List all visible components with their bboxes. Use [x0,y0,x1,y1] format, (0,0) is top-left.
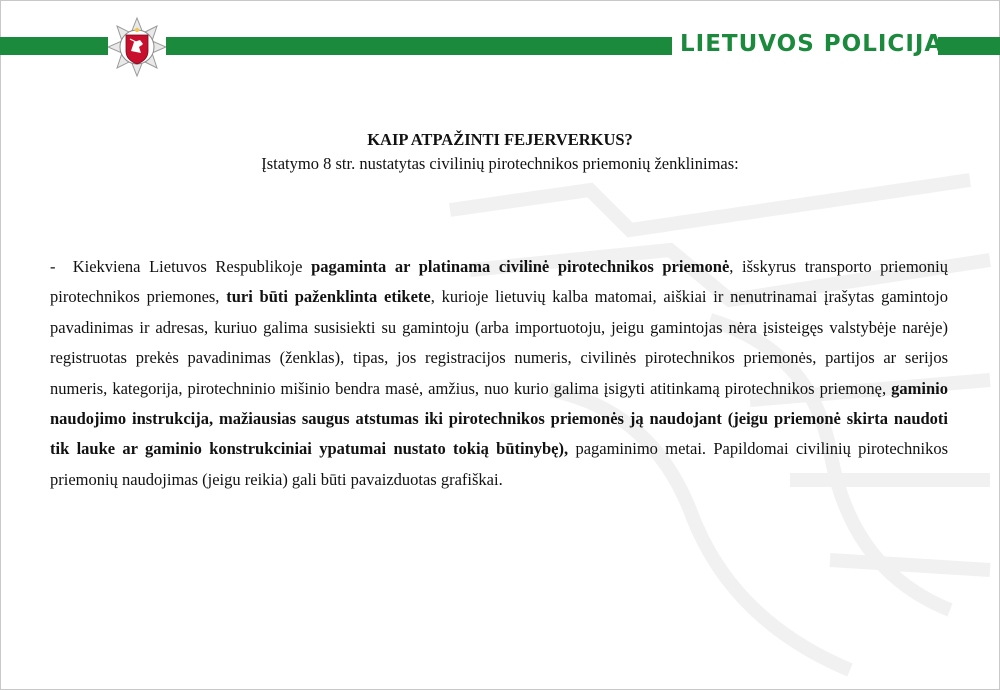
green-stripe-left [0,37,108,55]
document-title: KAIP ATPAŽINTI FEJERVERKUS? [367,130,633,149]
paragraph-segment: pagaminimo metai. Papildomai civilinių pirotechnikos priemonių naudojimas (jeigu reikia) gali būti pavaizduotas grafiškai. [50,439,948,489]
header-banner [0,0,1000,90]
paragraph-bold-segment: pagaminta ar platinama civilinė pirotechnikos priemonė [311,257,730,276]
green-stripe-right [938,37,1000,55]
brand-title: LIETUVOS POLICIJA [680,31,944,57]
paragraph-segment: Kiekviena Lietuvos Respublikoje [72,257,312,276]
bullet-dash: - [50,257,56,276]
paragraph-bold-segment: gaminio naudojimo instrukcija, mažiausias saugus atstumas iki pirotechnikos priemonės ją naudojant (jeigu priemonė skirta naudoti tik lauke ar gaminio konstrukciniai ypatumai nustato tokią būtinybę), [50,378,948,459]
document-subtitle: Įstatymo 8 str. nustatytas civilinių pirotechnikos priemonių ženklinimas: [261,154,739,173]
paragraph-bold-segment: turi būti paženklinta etikete [226,287,431,307]
green-stripe-middle [166,37,672,55]
paragraph-segment: , išskyrus transporto priemonių pirotechnikos priemones, [50,257,949,307]
paragraph-segment: , kurioje lietuvių kalba matomai, aiškiai ir nenutrinamai įrašytas gamintojo pavadinimas ir adresas, kuriuo galima susisiekti su gamintoju (arba importuotoju, jeigu gamintojas nėra įsisteigęs valstybėje narėje) registruotas prekės pavadinimas (ženklas), tipas, jos registracijos numeris, civilinės pirotechnikos priemonės, partijos ar serijos numeris, kategorija, pirotechninio mišinio bendra masė, amžius, nuo kurio galima įsigyti atitinkamą pirotechnikos priemonę, [50,287,948,398]
body-paragraph [50,252,948,495]
police-star-emblem-icon [108,16,166,78]
